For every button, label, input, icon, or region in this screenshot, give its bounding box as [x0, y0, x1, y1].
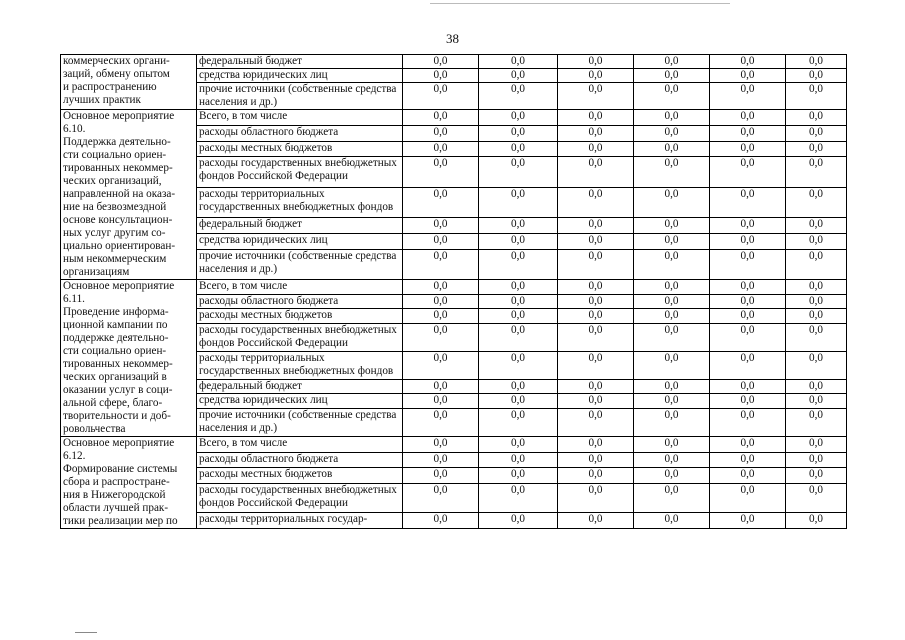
amount-cell: 0,0	[786, 187, 847, 217]
amount-cell: 0,0	[479, 55, 558, 69]
activity-line: ных услуг другим со-	[63, 227, 166, 239]
amount-cell: 0,0	[710, 233, 786, 249]
activity-line: организациям	[63, 266, 130, 278]
amount-cell: 0,0	[710, 218, 786, 234]
amount-cell: 0,0	[786, 323, 847, 351]
amount-cell: 0,0	[558, 141, 634, 157]
funding-source: расходы местных бюджетов	[197, 309, 403, 324]
amount-cell: 0,0	[634, 513, 710, 529]
activity-line: тированных некоммер-	[63, 162, 173, 174]
amount-cell: 0,0	[634, 309, 710, 324]
funding-source: федеральный бюджет	[197, 218, 403, 234]
amount-cell: 0,0	[403, 351, 479, 379]
amount-cell: 0,0	[786, 157, 847, 187]
activity-line: Основное мероприятие	[63, 110, 175, 122]
activity-line: циально ориентирован-	[63, 240, 176, 252]
amount-cell: 0,0	[479, 379, 558, 394]
funding-source: расходы областного бюджета	[197, 125, 403, 141]
amount-cell: 0,0	[786, 394, 847, 409]
amount-cell: 0,0	[786, 379, 847, 394]
activity-line: 6.10.	[63, 123, 86, 135]
amount-cell: 0,0	[710, 468, 786, 484]
activity-line: ческих организаций в	[63, 371, 167, 383]
amount-cell: 0,0	[634, 233, 710, 249]
activity-line: ния в Нижегородской	[63, 489, 166, 501]
activity-line: Формирование системы	[63, 463, 178, 475]
amount-cell: 0,0	[403, 157, 479, 187]
activity-description	[61, 55, 197, 110]
amount-cell: 0,0	[786, 468, 847, 484]
amount-cell: 0,0	[558, 125, 634, 141]
amount-cell: 0,0	[479, 69, 558, 83]
amount-cell: 0,0	[558, 69, 634, 83]
amount-cell: 0,0	[558, 187, 634, 217]
amount-cell: 0,0	[634, 55, 710, 69]
amount-cell: 0,0	[479, 249, 558, 279]
amount-cell: 0,0	[634, 83, 710, 110]
amount-cell: 0,0	[786, 280, 847, 295]
amount-cell: 0,0	[634, 408, 710, 436]
activity-line: основе консультацион-	[63, 214, 173, 226]
activity-line: 6.11.	[63, 293, 85, 305]
funding-source: расходы местных бюджетов	[197, 468, 403, 484]
amount-cell: 0,0	[479, 408, 558, 436]
activity-description	[61, 437, 197, 529]
amount-cell: 0,0	[634, 394, 710, 409]
activity-line: сти социально ориен-	[63, 149, 167, 161]
amount-cell: 0,0	[710, 309, 786, 324]
amount-cell: 0,0	[786, 55, 847, 69]
amount-cell: 0,0	[403, 513, 479, 529]
amount-cell: 0,0	[403, 69, 479, 83]
amount-cell: 0,0	[710, 249, 786, 279]
activity-line: тированных некоммер-	[63, 358, 173, 370]
amount-cell: 0,0	[403, 83, 479, 110]
activity-line: заций, обмену опытом	[63, 68, 170, 80]
amount-cell: 0,0	[403, 437, 479, 453]
amount-cell: 0,0	[479, 294, 558, 309]
amount-cell: 0,0	[558, 233, 634, 249]
amount-cell: 0,0	[558, 483, 634, 513]
amount-cell: 0,0	[558, 394, 634, 409]
activity-line: альной сфере, благо-	[63, 397, 163, 409]
activity-description	[61, 280, 197, 437]
activity-line: лучших практик	[63, 94, 141, 106]
amount-cell: 0,0	[479, 125, 558, 141]
table-row	[61, 110, 847, 126]
amount-cell: 0,0	[558, 280, 634, 295]
amount-cell: 0,0	[710, 125, 786, 141]
amount-cell: 0,0	[403, 394, 479, 409]
activity-line: коммерческих органи-	[63, 55, 170, 67]
amount-cell: 0,0	[479, 280, 558, 295]
amount-cell: 0,0	[558, 55, 634, 69]
table-row	[61, 55, 847, 69]
amount-cell: 0,0	[403, 452, 479, 468]
activity-line: Поддержка деятельно-	[63, 136, 171, 148]
activity-line: Основное мероприятие	[63, 437, 175, 449]
budget-table	[60, 54, 847, 529]
scan-edge-mark	[75, 632, 97, 633]
activity-line: сти социально ориен-	[63, 345, 167, 357]
activity-line: ционной кампании по	[63, 319, 168, 331]
amount-cell: 0,0	[403, 110, 479, 126]
amount-cell: 0,0	[403, 141, 479, 157]
amount-cell: 0,0	[403, 55, 479, 69]
amount-cell: 0,0	[403, 249, 479, 279]
amount-cell: 0,0	[479, 437, 558, 453]
amount-cell: 0,0	[710, 83, 786, 110]
amount-cell: 0,0	[558, 468, 634, 484]
amount-cell: 0,0	[710, 351, 786, 379]
amount-cell: 0,0	[786, 437, 847, 453]
amount-cell: 0,0	[634, 141, 710, 157]
amount-cell: 0,0	[710, 280, 786, 295]
amount-cell: 0,0	[786, 483, 847, 513]
amount-cell: 0,0	[403, 187, 479, 217]
amount-cell: 0,0	[634, 379, 710, 394]
amount-cell: 0,0	[479, 483, 558, 513]
amount-cell: 0,0	[634, 187, 710, 217]
amount-cell: 0,0	[786, 83, 847, 110]
amount-cell: 0,0	[634, 69, 710, 83]
amount-cell: 0,0	[558, 83, 634, 110]
amount-cell: 0,0	[786, 513, 847, 529]
amount-cell: 0,0	[634, 452, 710, 468]
amount-cell: 0,0	[710, 141, 786, 157]
activity-line: ние на безвозмездной	[63, 201, 167, 213]
amount-cell: 0,0	[634, 280, 710, 295]
activity-line: направленной на оказа-	[63, 188, 176, 200]
amount-cell: 0,0	[710, 55, 786, 69]
funding-source: расходы местных бюджетов	[197, 141, 403, 157]
amount-cell: 0,0	[786, 218, 847, 234]
funding-source: федеральный бюджет	[197, 379, 403, 394]
amount-cell: 0,0	[710, 110, 786, 126]
activity-line: ровольчества	[63, 423, 126, 435]
amount-cell: 0,0	[403, 379, 479, 394]
funding-source: расходы государственных внебюджетных фондов Российской Федерации	[197, 483, 403, 513]
amount-cell: 0,0	[479, 218, 558, 234]
amount-cell: 0,0	[710, 483, 786, 513]
amount-cell: 0,0	[634, 218, 710, 234]
amount-cell: 0,0	[710, 452, 786, 468]
amount-cell: 0,0	[634, 125, 710, 141]
amount-cell: 0,0	[558, 294, 634, 309]
amount-cell: 0,0	[634, 437, 710, 453]
amount-cell: 0,0	[479, 187, 558, 217]
amount-cell: 0,0	[479, 110, 558, 126]
amount-cell: 0,0	[634, 249, 710, 279]
amount-cell: 0,0	[479, 513, 558, 529]
amount-cell: 0,0	[479, 323, 558, 351]
activity-line: ческих организаций,	[63, 175, 162, 187]
amount-cell: 0,0	[634, 468, 710, 484]
amount-cell: 0,0	[634, 157, 710, 187]
amount-cell: 0,0	[786, 452, 847, 468]
amount-cell: 0,0	[634, 483, 710, 513]
amount-cell: 0,0	[558, 452, 634, 468]
amount-cell: 0,0	[786, 351, 847, 379]
activity-line: Основное мероприятие	[63, 280, 175, 292]
funding-source: расходы государственных внебюджетных фондов Российской Федерации	[197, 157, 403, 187]
funding-source: расходы территориальных государственных внебюджетных фондов	[197, 187, 403, 217]
amount-cell: 0,0	[634, 323, 710, 351]
amount-cell: 0,0	[710, 69, 786, 83]
amount-cell: 0,0	[786, 233, 847, 249]
amount-cell: 0,0	[558, 110, 634, 126]
amount-cell: 0,0	[479, 233, 558, 249]
amount-cell: 0,0	[558, 437, 634, 453]
amount-cell: 0,0	[710, 323, 786, 351]
amount-cell: 0,0	[479, 394, 558, 409]
scan-edge-line	[430, 3, 730, 4]
amount-cell: 0,0	[403, 468, 479, 484]
amount-cell: 0,0	[710, 294, 786, 309]
funding-source: средства юридических лиц	[197, 69, 403, 83]
amount-cell: 0,0	[558, 218, 634, 234]
funding-source: средства юридических лиц	[197, 233, 403, 249]
activity-line: сбора и распростране-	[63, 476, 170, 488]
table-body	[61, 55, 847, 529]
amount-cell: 0,0	[558, 351, 634, 379]
amount-cell: 0,0	[403, 233, 479, 249]
amount-cell: 0,0	[403, 408, 479, 436]
amount-cell: 0,0	[479, 452, 558, 468]
funding-source: Всего, в том числе	[197, 437, 403, 453]
amount-cell: 0,0	[558, 309, 634, 324]
activity-line: поддержке деятельно-	[63, 332, 169, 344]
amount-cell: 0,0	[558, 379, 634, 394]
funding-source: расходы государственных внебюджетных фондов Российской Федерации	[197, 323, 403, 351]
amount-cell: 0,0	[710, 157, 786, 187]
amount-cell: 0,0	[634, 110, 710, 126]
amount-cell: 0,0	[403, 323, 479, 351]
amount-cell: 0,0	[558, 157, 634, 187]
funding-source: расходы областного бюджета	[197, 452, 403, 468]
funding-source: Всего, в том числе	[197, 110, 403, 126]
activity-line: тики реализации мер по	[63, 515, 178, 527]
funding-source: прочие источники (собственные средства населения и др.)	[197, 83, 403, 110]
amount-cell: 0,0	[710, 187, 786, 217]
funding-source: прочие источники (собственные средства населения и др.)	[197, 249, 403, 279]
table-row	[61, 437, 847, 453]
amount-cell: 0,0	[786, 294, 847, 309]
amount-cell: 0,0	[710, 437, 786, 453]
amount-cell: 0,0	[403, 125, 479, 141]
amount-cell: 0,0	[403, 280, 479, 295]
amount-cell: 0,0	[786, 141, 847, 157]
amount-cell: 0,0	[634, 351, 710, 379]
funding-source: расходы территориальных государ-	[197, 513, 403, 529]
table-row	[61, 280, 847, 295]
funding-source: федеральный бюджет	[197, 55, 403, 69]
funding-source: средства юридических лиц	[197, 394, 403, 409]
amount-cell: 0,0	[403, 218, 479, 234]
amount-cell: 0,0	[634, 294, 710, 309]
amount-cell: 0,0	[558, 249, 634, 279]
funding-source: расходы территориальных государственных внебюджетных фондов	[197, 351, 403, 379]
amount-cell: 0,0	[786, 110, 847, 126]
amount-cell: 0,0	[786, 408, 847, 436]
amount-cell: 0,0	[479, 83, 558, 110]
activity-description	[61, 110, 197, 280]
amount-cell: 0,0	[558, 408, 634, 436]
amount-cell: 0,0	[710, 408, 786, 436]
activity-line: 6.12.	[63, 450, 86, 462]
amount-cell: 0,0	[710, 394, 786, 409]
amount-cell: 0,0	[479, 468, 558, 484]
amount-cell: 0,0	[479, 309, 558, 324]
funding-source: прочие источники (собственные средства населения и др.)	[197, 408, 403, 436]
activity-line: и распространению	[63, 81, 157, 93]
amount-cell: 0,0	[479, 141, 558, 157]
amount-cell: 0,0	[786, 309, 847, 324]
funding-source: Всего, в том числе	[197, 280, 403, 295]
amount-cell: 0,0	[403, 294, 479, 309]
amount-cell: 0,0	[710, 513, 786, 529]
page-number: 38	[446, 31, 459, 46]
amount-cell: 0,0	[403, 309, 479, 324]
activity-line: творительности и доб-	[63, 410, 171, 422]
amount-cell: 0,0	[479, 351, 558, 379]
amount-cell: 0,0	[786, 249, 847, 279]
amount-cell: 0,0	[558, 323, 634, 351]
amount-cell: 0,0	[558, 513, 634, 529]
amount-cell: 0,0	[479, 157, 558, 187]
activity-line: Проведение информа-	[63, 306, 169, 318]
amount-cell: 0,0	[786, 125, 847, 141]
activity-line: области лучшей прак-	[63, 502, 169, 514]
activity-line: оказании услуг в соци-	[63, 384, 173, 396]
amount-cell: 0,0	[786, 69, 847, 83]
funding-source: расходы областного бюджета	[197, 294, 403, 309]
amount-cell: 0,0	[403, 483, 479, 513]
amount-cell: 0,0	[710, 379, 786, 394]
activity-line: ным некоммерческим	[63, 253, 167, 265]
